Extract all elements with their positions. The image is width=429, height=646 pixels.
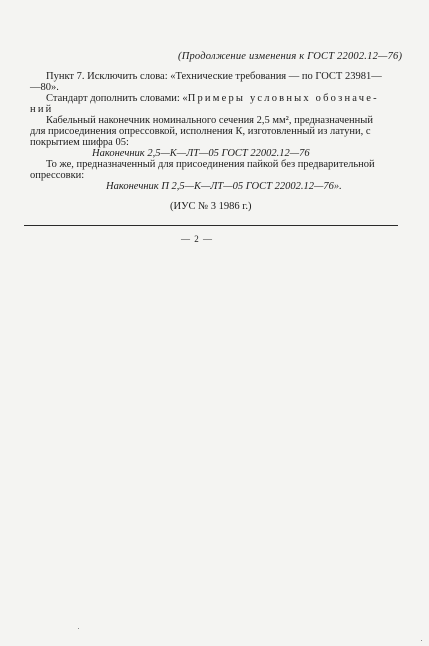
supplement-text-line-2: ний [30, 104, 54, 115]
continuation-header: (Продолжение изменения к ГОСТ 22002.12—76) [178, 51, 403, 62]
page-number: — 2 — [181, 234, 213, 244]
scan-speck [78, 628, 79, 629]
horizontal-rule [24, 225, 398, 226]
scan-speck [421, 640, 422, 641]
example-description-line-2: для присоединения опрессовкой, исполнения К, изготовленный из латуни, с [30, 126, 371, 137]
item-7-text-line-1: Пункт 7. Исключить слова: «Технические требования — по ГОСТ 23981— [46, 71, 382, 82]
soldering-description-line-1: То же, предназначенный для присоединения пайкой без предварительной [46, 159, 375, 170]
supplement-text-line-1: Стандарт дополнить словами: «Примеры условных обозначе- [46, 93, 379, 104]
supplement-spaced-phrase: Примеры условных обозначе- [187, 93, 379, 104]
source-reference: (ИУС № 3 1986 г.) [170, 201, 252, 212]
item-7-text-line-2: —80». [30, 82, 59, 93]
example-description-line-3: покрытием шифра 05: [30, 137, 129, 148]
soldering-description-line-2: опрессовки: [30, 170, 85, 181]
designation-example-1: Наконечник 2,5—К—ЛТ—05 ГОСТ 22002.12—76 [92, 148, 310, 159]
example-description-line-1: Кабельный наконечник номинального сечения 2,5 мм², предназначенный [46, 115, 373, 126]
designation-example-2: Наконечник П 2,5—К—ЛТ—05 ГОСТ 22002.12—76». [106, 181, 342, 192]
